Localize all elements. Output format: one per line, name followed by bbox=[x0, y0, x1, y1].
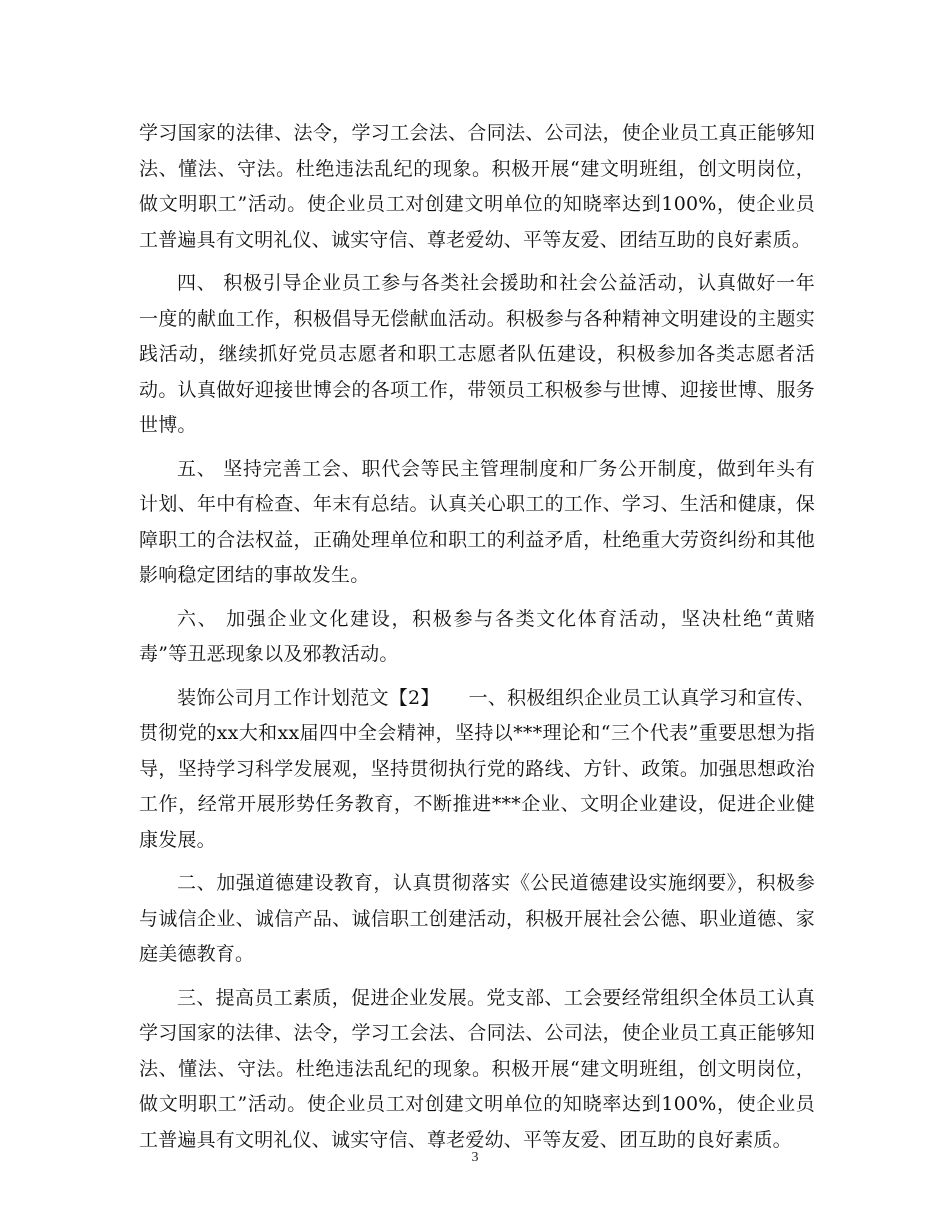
paragraph-continuation: 学习国家的法律、法令，学习工会法、合同法、公司法，使企业员工真正能够知法、懂法、守法。杜绝违法乱纪的现象。积极开展“建文明班组，创文明岗位，做文明职工”活动。使企业员工对创建文明单位的知晓率达到100%，使企业员工普遍具有文明礼仪、诚实守信、尊老爱幼、平等友爱、团结互助的良好素质。 bbox=[139, 122, 815, 251]
document-body bbox=[139, 116, 815, 1166]
paragraph-plan-2-item-three: 三、提高员工素质，促进企业发展。党支部、工会要经常组织全体员工认真学习国家的法律、法令，学习工会法、合同法、公司法，使企业员工真正能够知法、懂法、守法。杜绝违法乱纪的现象。积极开展“建文明班组，创文明岗位，做文明职工”活动。使企业员工对创建文明单位的知晓率达到100%，使企业员工普遍具有文明礼仪、诚实守信、尊老爱幼、平等友爱、团互助的良好素质。 bbox=[139, 986, 815, 1151]
paragraph-item-five: 五、 坚持完善工会、职代会等民主管理制度和厂务公开制度，做到年头有计划、年中有检查、年末有总结。认真关心职工的工作、学习、生活和健康，保障职工的合法权益，正确处理单位和职工的利益矛盾，杜绝重大劳资纠纷和其他影响稳定团结的事故发生。 bbox=[139, 457, 815, 586]
paragraph-plan-2-item-two: 二、加强道德建设教育，认真贯彻落实《公民道德建设实施纲要》，积极参与诚信企业、诚信产品、诚信职工创建活动，积极开展社会公德、职业道德、家庭美德教育。 bbox=[139, 872, 815, 965]
paragraph-item-four: 四、 积极引导企业员工参与各类社会援助和社会公益活动，认真做好一年一度的献血工作，积极倡导无偿献血活动。积极参与各种精神文明建设的主题实践活动，继续抓好党员志愿者和职工志愿者队伍建设，积极参加各类志愿者活动。认真做好迎接世博会的各项工作，带领员工积极参与世博、迎接世博、服务世博。 bbox=[139, 272, 815, 436]
paragraph-plan-2-item-one: 装饰公司月工作计划范文【2】 一、积极组织企业员工认真学习和宣传、贯彻党的xx大和xx届四中全会精神，坚持以***理论和“三个代表”重要思想为指导，坚持学习科学发展观，坚持贯彻执行党的路线、方针、政策。加强思想政治工作，经常开展形势任务教育，不断推进***企业、文明企业建设，促进企业健康发展。 bbox=[139, 686, 815, 851]
page-number: 3 bbox=[471, 1150, 479, 1165]
paragraph-item-six: 六、 加强企业文化建设，积极参与各类文化体育活动，坚决杜绝“黄赌毒”等丑恶现象以及邪教活动。 bbox=[139, 607, 815, 665]
